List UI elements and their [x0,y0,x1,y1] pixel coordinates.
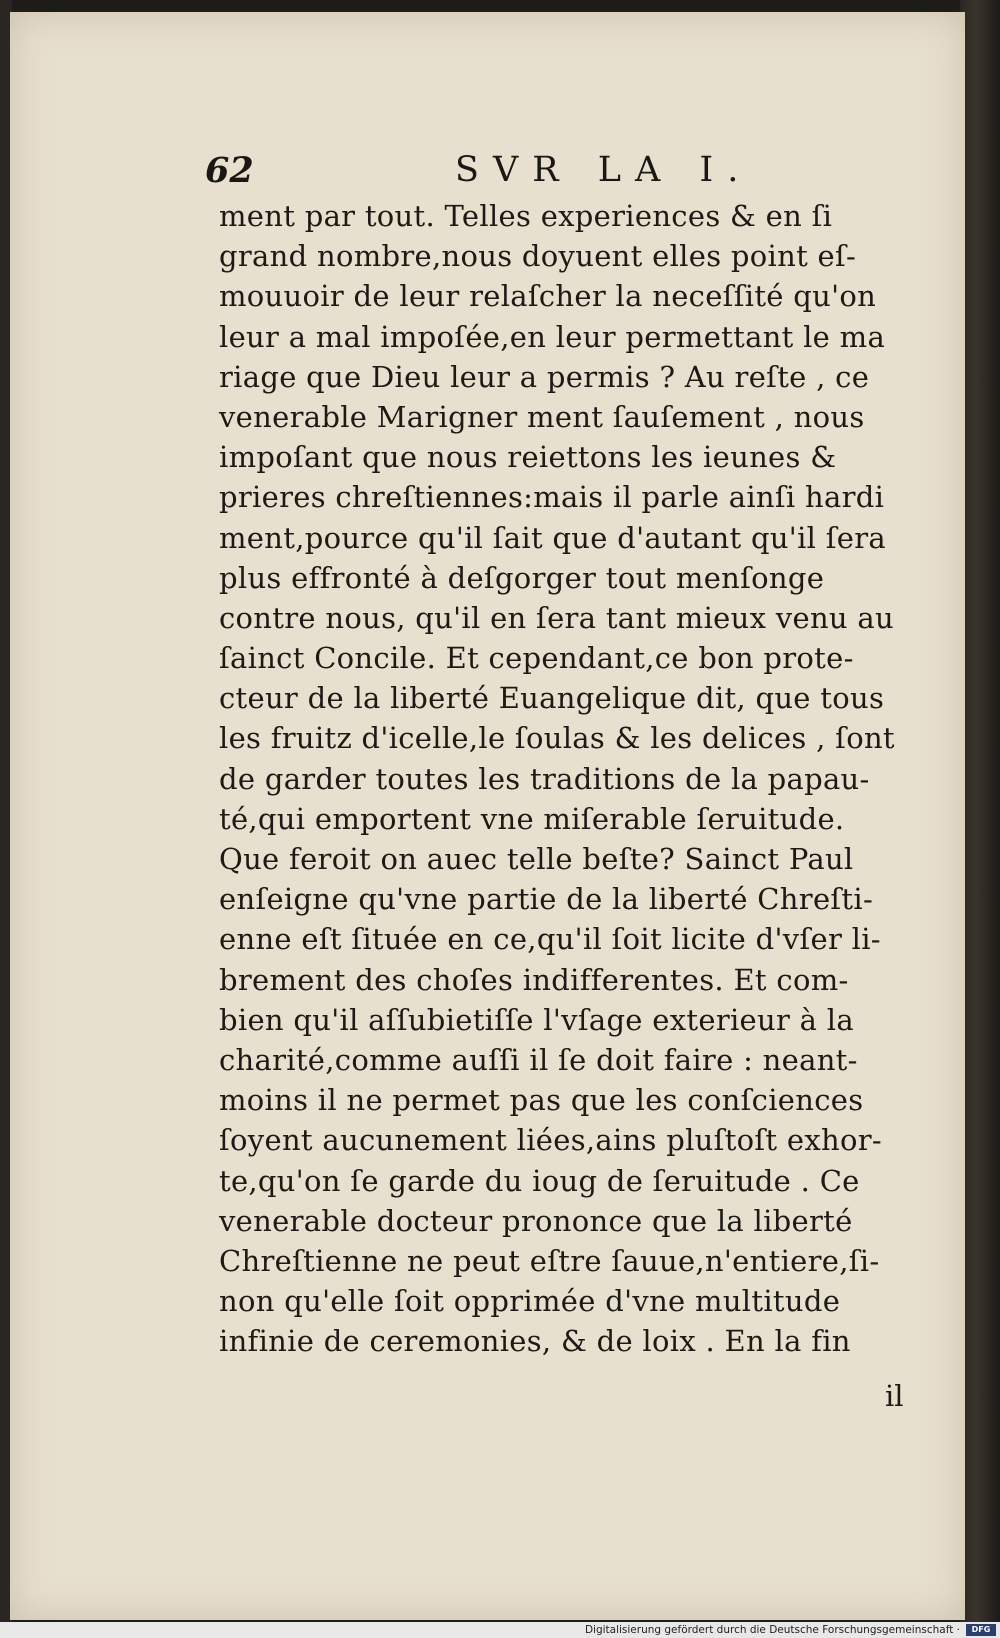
text-line: enne eſt ſituée en ce,qu'il ſoit licite d'vſer li- [219,922,881,957]
text-line: charité,comme auſſi il ſe doit faire : neant- [219,1042,858,1077]
text-line: plus effronté à deſgorger tout menſonge [219,560,825,595]
text-line: Chreſtienne ne peut eſtre ſauue,n'entiere,ſi- [219,1243,880,1278]
text-line: non qu'elle ſoit opprimée d'vne multitude [219,1284,841,1319]
book-binding-edge [960,0,1000,1622]
text-line: ſainct Concile. Et cependant,ce bon prote- [219,641,854,676]
text-line: riage que Dieu leur a permis ? Au reſte , ce [219,359,870,394]
text-line: cteur de la liberté Euangelique dit, que tous [219,681,885,716]
dfg-logo: DFG [966,1624,996,1636]
text-line: moins il ne permet pas que les conſciences [219,1083,864,1118]
text-line: venerable Marigner ment ſauſement , nous [219,399,865,434]
text-line: té,qui emportent vne miſerable ſeruitude. [219,801,845,836]
footer-bar [0,1622,1000,1638]
text-line: Que feroit on auec telle beſte? Sainct Paul [219,842,854,876]
text-line: impoſant que nous reiettons les ieunes & [219,440,837,475]
text-line: infinie de ceremonies, & de loix . En la fin [219,1324,851,1359]
text-line: ment,pource qu'il ſait que d'autant qu'il ſera [219,520,886,555]
text-line: brement des choſes indifferentes. Et com- [219,962,849,997]
text-line: bien qu'il aſſubietiſſe l'vſage exterieur à la [219,1002,854,1037]
catchword: il [885,1379,904,1413]
text-line: enſeigne qu'vne partie de la liberté Chreſti- [219,882,874,917]
text-line: ment par tout. Telles experiences & en ſi [219,199,833,233]
body-text [219,196,939,1361]
text-line: de garder toutes les traditions de la papau- [219,761,870,796]
running-title: SVR LA I. [455,150,753,190]
text-line: venerable docteur prononce que la liberté [219,1203,853,1238]
page-number: 62 [205,150,254,191]
text-line: contre nous, qu'il en ſera tant mieux venu au [219,600,894,635]
funding-credit: Digitalisierung gefördert durch die Deutsche Forschungsgemeinschaft · [584,1624,960,1636]
text-line: les fruitz d'icelle,le ſoulas & les delices , ſont [219,721,895,756]
text-line: prieres chreſtiennes:mais il parle ainſi hardi [219,480,885,515]
text-line: ſoyent aucunement liées,ains pluſtoſt exhor- [219,1123,883,1158]
text-line: te,qu'on ſe garde du ioug de ſeruitude . Ce [219,1163,860,1198]
text-line: mouuoir de leur relaſcher la neceſſité qu'on [219,279,877,314]
page-header [205,150,753,194]
text-line: grand nombre,nous doyuent elles point eſ- [219,239,857,274]
text-line: leur a mal impoſée,en leur permettant le ma [219,319,886,354]
